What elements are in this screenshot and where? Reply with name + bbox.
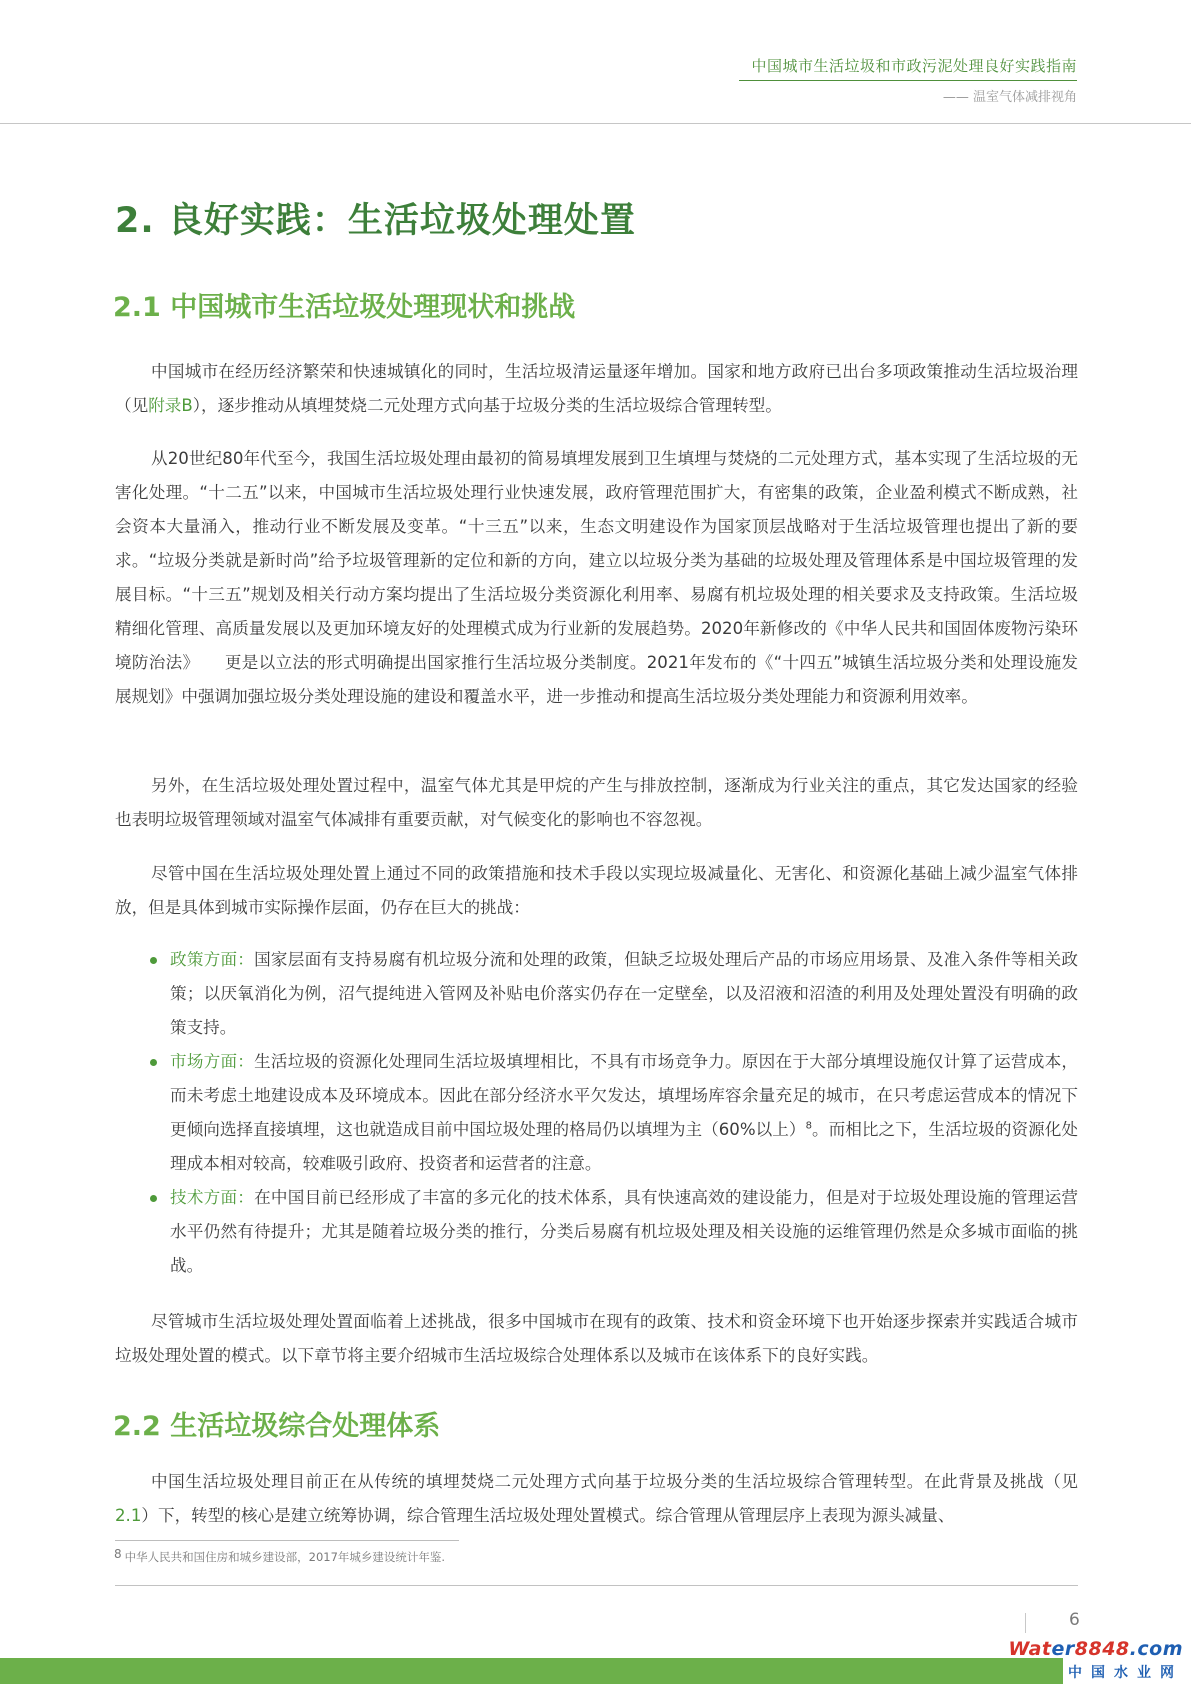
page-number-separator	[1025, 1613, 1026, 1633]
paragraph-6: 中国生活垃圾处理目前正在从传统的填埋焚烧二元处理方式向基于垃圾分类的生活垃圾综合管理转型。在此背景及挑战（见2.1）下，转型的核心是建立统筹协调，综合管理生活垃圾处理处置模式。综合管理从管理层序上表现为源头减量、	[115, 1472, 1078, 1525]
header-divider	[0, 123, 1191, 124]
section-title-2-2: 2.2 生活垃圾综合处理体系	[113, 1411, 441, 1442]
section-title-2-1: 2.1 中国城市生活垃圾处理现状和挑战	[113, 292, 576, 323]
bullet-icon	[150, 1195, 157, 1202]
list-item-lead: 市场方面：	[170, 1052, 255, 1071]
footnote-number: 8	[114, 1547, 122, 1561]
footnote-divider	[115, 1540, 459, 1541]
watermark-subtext: 中国水业网	[1068, 1665, 1183, 1681]
footer-divider	[115, 1585, 1078, 1586]
footnote	[114, 1547, 445, 1565]
footnote-ref[interactable]: 8	[805, 1120, 812, 1132]
header-subtitle: —— 温室气体减排视角	[942, 90, 1077, 105]
bullet-icon	[150, 1059, 157, 1066]
list-item	[115, 943, 1078, 1045]
list-item-text: 生活垃圾的资源化处理同生活垃圾填埋相比，不具有市场竞争力。原因在于大部分填埋设施仅计算了运营成本，而未考虑土地建设成本及环境成本。因此在部分经济水平欠发达，填埋场库容余量充足的城市，在只考虑运营成本的情况下更倾向选择直接填埋，这也就造成目前中国垃圾处理的格局仍以填埋为主（60%以上）	[170, 1052, 1079, 1139]
list-item-lead: 技术方面：	[170, 1188, 255, 1207]
page-number: 6	[1069, 1610, 1080, 1630]
chapter-title: 2. 良好实践：生活垃圾处理处置	[115, 201, 636, 241]
paragraph-1: 中国城市在经历经济繁荣和快速城镇化的同时，生活垃圾清运量逐年增加。国家和地方政府已出台多项政策推动生活垃圾治理（见附录B），逐步推动从填埋焚烧二元处理方式向基于垃圾分类的生活垃圾综合管理转型。	[115, 362, 1078, 415]
appendix-b-link[interactable]: 附录B	[148, 396, 193, 415]
list-item	[115, 1045, 1078, 1181]
paragraph-5: 尽管城市生活垃圾处理处置面临着上述挑战，很多中国城市在现有的政策、技术和资金环境下也开始逐步探索并实践适合城市垃圾处理处置的模式。以下章节将主要介绍城市生活垃圾综合处理体系以及城市在该体系下的良好实践。	[115, 1312, 1078, 1365]
paragraph-2: 从20世纪80年代至今，我国生活垃圾处理由最初的简易填埋发展到卫生填埋与焚烧的二元处理方式，基本实现了生活垃圾的无害化处理。“十二五”以来，中国城市生活垃圾处理行业快速发展，政府管理范围扩大，有密集的政策，企业盈利模式不断成熟，社会资本大量涌入，推动行业不断发展及变革。“十三五”以来，生态文明建设作为国家顶层战略对于生活垃圾管理也提出了新的要求。“垃圾分类就是新时尚”给予垃圾管理新的定位和新的方向，建立以垃圾分类为基础的垃圾处理及管理体系是中国垃圾管理的发展目标。“十三五”规划及相关行动方案均提出了生活垃圾分类资源化利用率、易腐有机垃圾处理的相关要求及支持政策。生活垃圾精细化管理、高质量发展以及更加环境友好的处理模式成为行业新的发展趋势。2020年新修改的《中华人民共和国固体废物污染环境防治法》 更是以立法的形式明确提出国家推行生活垃圾分类制度。2021年发布的《“十四五”城镇生活垃圾分类和处理设施发展规划》中强调加强垃圾分类处理设施的建设和覆盖水平，进一步推动和提高生活垃圾分类处理能力和资源利用效率。	[115, 449, 1078, 706]
header-underline	[739, 80, 1077, 81]
section-2-1-link[interactable]: 2.1	[115, 1506, 142, 1525]
list-item-text: 国家层面有支持易腐有机垃圾分流和处理的政策，但缺乏垃圾处理后产品的市场应用场景、及准入条件等相关政策；以厌氧消化为例，沼气提纯进入管网及补贴电价落实仍存在一定壁垒，以及沼液和沼渣的利用及处理处置没有明确的政策支持。	[170, 950, 1079, 1037]
footnote-text: 中华人民共和国住房和城乡建设部，2017年城乡建设统计年鉴.	[124, 1550, 446, 1564]
header-title: 中国城市生活垃圾和市政污泥处理良好实践指南	[751, 57, 1077, 75]
list-item-lead: 政策方面：	[170, 950, 255, 969]
challenge-list	[115, 943, 1078, 1283]
list-item-tail: 。而相比之下，生活垃圾的资源化处理成本相对较高，较难吸引政府、投资者和运营者的注意。	[170, 1120, 1078, 1173]
list-item-text: 在中国目前已经形成了丰富的多元化的技术体系，具有快速高效的建设能力，但是对于垃圾处理设施的管理运营水平仍然有待提升；尤其是随着垃圾分类的推行，分类后易腐有机垃圾处理及相关设施的运维管理仍然是众多城市面临的挑战。	[170, 1188, 1079, 1275]
watermark-logo	[1008, 1634, 1191, 1684]
paragraph-4: 尽管中国在生活垃圾处理处置上通过不同的政策措施和技术手段以实现垃圾减量化、无害化、和资源化基础上减少温室气体排放，但是具体到城市实际操作层面，仍存在巨大的挑战：	[115, 864, 1078, 917]
list-item	[115, 1181, 1078, 1283]
footer-band	[0, 1658, 1191, 1684]
bullet-icon	[150, 957, 157, 964]
watermark-text: Water8848.com	[1008, 1638, 1183, 1660]
paragraph-3: 另外，在生活垃圾处理处置过程中，温室气体尤其是甲烷的产生与排放控制，逐渐成为行业关注的重点，其它发达国家的经验也表明垃圾管理领域对温室气体减排有重要贡献，对气候变化的影响也不容忽视。	[115, 776, 1078, 829]
